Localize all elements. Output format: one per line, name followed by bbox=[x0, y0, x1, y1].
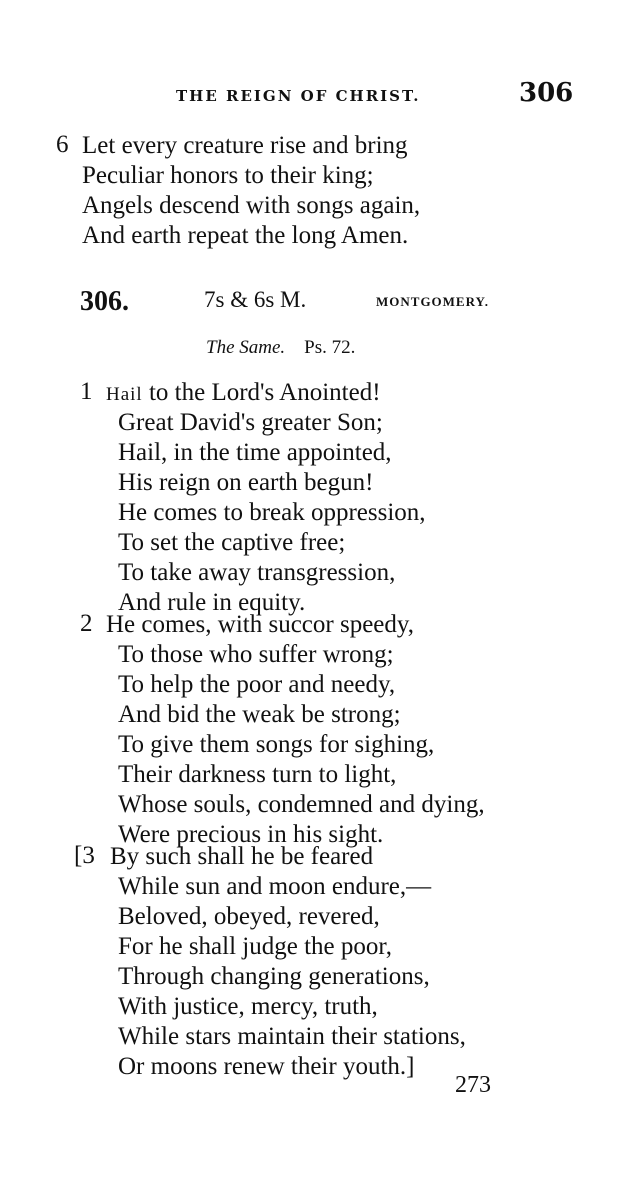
stanza-line: Were precious in his sight. bbox=[118, 821, 384, 848]
stanza-line: Whose souls, condemned and dying, bbox=[118, 791, 485, 818]
stanza-line: He comes to break oppression, bbox=[118, 499, 426, 526]
stanza-line: Let every creature rise and bring bbox=[82, 132, 408, 159]
running-title: THE REIGN OF CHRIST. bbox=[176, 87, 421, 105]
stanza-line: To give them songs for sighing, bbox=[118, 731, 435, 758]
stanza-line: Their darkness turn to light, bbox=[118, 761, 397, 788]
page-hymn-number: 306 bbox=[519, 78, 574, 108]
hymn-author: MONTGOMERY. bbox=[376, 294, 489, 309]
stanza-line: Beloved, obeyed, revered, bbox=[118, 903, 380, 930]
stanza-first-line: Hail to the Lord's Anointed! bbox=[106, 379, 381, 406]
stanza-line: Or moons renew their youth.] bbox=[118, 1053, 415, 1080]
page-number: 273 bbox=[455, 1072, 491, 1098]
stanza-line: Great David's greater Son; bbox=[118, 409, 383, 436]
hymn-number: 306. bbox=[80, 286, 129, 317]
stanza-line: To take away transgression, bbox=[118, 559, 396, 586]
stanza-line: While sun and moon endure,— bbox=[118, 873, 432, 900]
stanza-line: He comes, with succor speedy, bbox=[106, 611, 415, 638]
stanza-number: [3 bbox=[74, 842, 95, 869]
subtitle-reference: Ps. 72. bbox=[304, 337, 356, 358]
stanza-line: His reign on earth begun! bbox=[118, 469, 374, 496]
stanza-line: Hail, in the time appointed, bbox=[118, 439, 392, 466]
stanza-number: 6 bbox=[56, 131, 69, 158]
hymn-subtitle bbox=[206, 337, 355, 359]
stanza-line: And earth repeat the long Amen. bbox=[82, 222, 409, 249]
stanza-line: To set the captive free; bbox=[118, 529, 346, 556]
stanza-line: While stars maintain their stations, bbox=[118, 1023, 466, 1050]
stanza-line: For he shall judge the poor, bbox=[118, 933, 392, 960]
stanza-line: Angels descend with songs again, bbox=[82, 192, 421, 219]
stanza-number: 2 bbox=[80, 610, 93, 637]
stanza-line: And bid the weak be strong; bbox=[118, 701, 401, 728]
subtitle-title: The Same. bbox=[206, 337, 286, 358]
stanza-line: With justice, mercy, truth, bbox=[118, 993, 378, 1020]
first-word-small-caps: Hail bbox=[106, 384, 143, 405]
stanza-line: And rule in equity. bbox=[118, 589, 306, 616]
stanza-line: Through changing generations, bbox=[118, 963, 430, 990]
hymn-meter: 7s & 6s M. bbox=[204, 287, 307, 312]
stanza-line: By such shall he be feared bbox=[110, 843, 374, 870]
stanza-line: Peculiar honors to their king; bbox=[82, 162, 374, 189]
stanza-line: To those who suffer wrong; bbox=[118, 641, 394, 668]
stanza-number: 1 bbox=[80, 378, 93, 405]
stanza-line: To help the poor and needy, bbox=[118, 671, 396, 698]
